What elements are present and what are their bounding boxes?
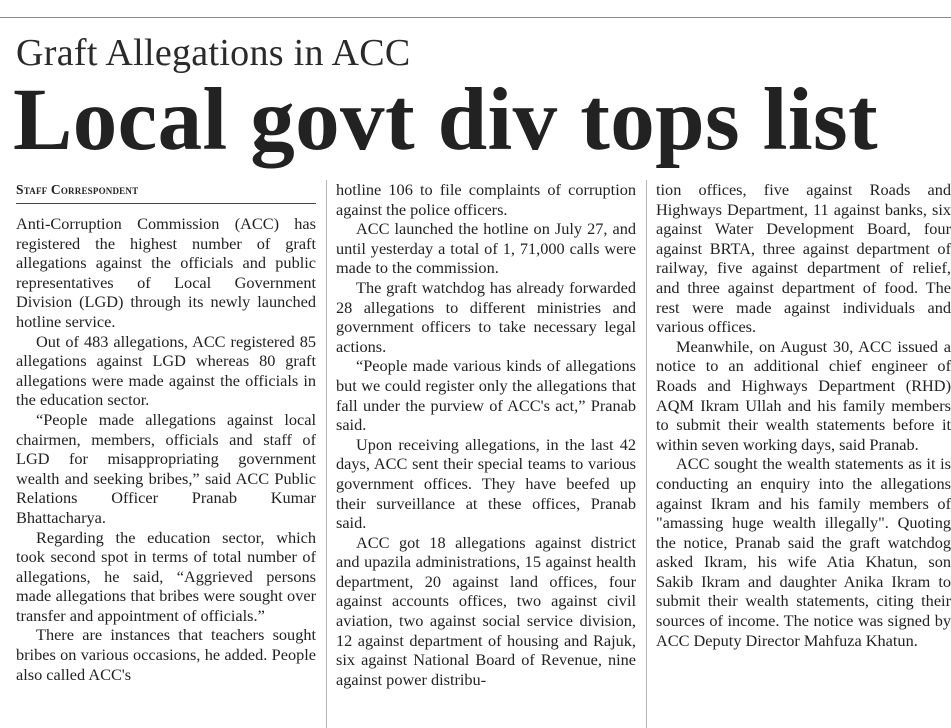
byline: Staff Correspondent (16, 182, 139, 197)
paragraph: Regarding the education sector, which took second spot in terms of total number of allegations, he said, “Aggrieved persons made allegations that bribes were sought over transfer and appointment of officials.” (16, 527, 316, 625)
article-kicker: Graft Allegations in ACC (16, 32, 411, 74)
paragraph: Upon receiving allegations, in the last 42 days, ACC sent their special teams to various government offices. They have beefed up their surveillance at these offices, Pranab said. (336, 434, 636, 533)
paragraph: “People made allegations against local chairmen, members, officials and staff of LGD for misappropriating government wealth and seeking bribes,” said ACC Public Relations Officer Pranab Kumar Bhattacharya. (16, 409, 316, 527)
paragraph: ACC sought the wealth statements as it is conducting an enquiry into the allegations against Ikram and his family members of "amassing huge wealth illegally". Quoting the notice, Pranab said the graft watchdog asked Ikram, his wife Atia Khatun, son Sakib Ikram and daughter Anika Ikram to submit their wealth statements, citing their sources of income. The notice was signed by ACC Deputy Director Mahfuza Khatun. (656, 454, 951, 650)
top-rule (0, 17, 951, 18)
text-column-3 (656, 180, 951, 728)
paragraph: tion offices, five against Roads and Highways Department, 11 against banks, six against Water Development Board, four against BRTA, three against department of railway, five against department of relief, and three against department of food. The rest were made against individuals and various offices. (656, 180, 951, 337)
text-column-2 (336, 180, 636, 728)
paragraph: Out of 483 allegations, ACC registered 85 allegations against LGD whereas 80 graft allegations were made against the officials in the education sector. (16, 331, 316, 410)
paragraph: “People made various kinds of allegations but we could register only the allegations that fall under the purview of ACC's act,” Pranab said. (336, 356, 636, 435)
paragraph: The graft watchdog has already forwarded 28 allegations to different ministries and government officers to take necessary legal actions. (336, 277, 636, 356)
text-column-1 (16, 180, 316, 728)
column-divider (326, 180, 327, 728)
byline-rule (16, 203, 316, 204)
paragraph: hotline 106 to file complaints of corruption against the police officers. (336, 180, 636, 219)
paragraph: ACC got 18 allegations against district and upazila administrations, 15 against health department, 20 against land offices, four against accounts offices, two against civil aviation, two against social service division, 12 against department of housing and Rajuk, six against National Board of Revenue, nine against power distribu- (336, 532, 636, 689)
paragraph: ACC launched the hotline on July 27, and until yesterday a total of 1, 71,000 calls were made to the commission. (336, 219, 636, 278)
paragraph: Anti-Corruption Commission (ACC) has registered the highest number of graft allegations against the officials and public representatives of Local Government Division (LGD) through its newly launched hotline service. (16, 214, 316, 331)
article-headline: Local govt div tops list (13, 71, 879, 169)
column-divider (646, 180, 647, 728)
paragraph: Meanwhile, on August 30, ACC issued a notice to an additional chief engineer of Roads and Highways Department (RHD) AQM Ikram Ullah and his family members to submit their wealth statements before it within seven working days, said Pranab. (656, 336, 951, 454)
paragraph: There are instances that teachers sought bribes on various occasions, he added. People also called ACC's (16, 625, 316, 684)
